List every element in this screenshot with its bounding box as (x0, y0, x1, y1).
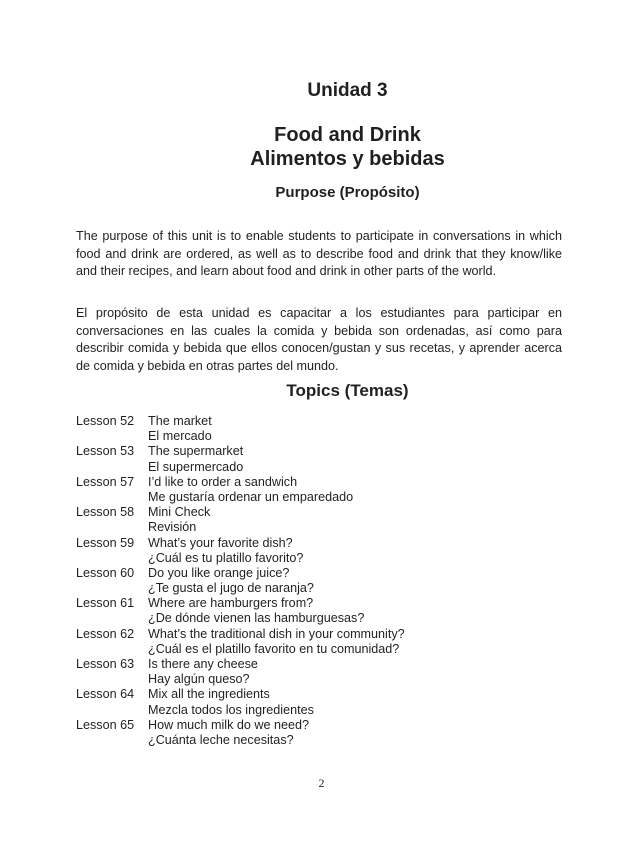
list-item (76, 687, 562, 717)
lesson-title-english: The supermarket (148, 444, 244, 459)
lesson-title-english: What’s the traditional dish in your community? (148, 626, 405, 641)
lesson-title-spanish: Mezcla todos los ingredientes (148, 702, 314, 717)
lesson-number: Lesson 64 (76, 687, 135, 702)
unit-title-english: Food and Drink (274, 124, 421, 146)
lesson-title-english: Do you like orange juice? (148, 565, 290, 580)
lesson-title-spanish: ¿Cuál es tu platillo favorito? (148, 550, 304, 565)
lesson-number: Lesson 61 (76, 596, 135, 611)
lesson-title-english: The market (148, 414, 212, 428)
list-item (76, 505, 562, 535)
lesson-title-spanish: El mercado (148, 429, 212, 444)
topics-heading: Topics (Temas) (286, 381, 409, 400)
list-item (76, 718, 562, 748)
list-item (76, 596, 562, 626)
list-item (76, 566, 562, 596)
list-item (76, 536, 562, 566)
lesson-number: Lesson 53 (76, 444, 135, 459)
list-item (76, 414, 562, 444)
lesson-title-english: Mix all the ingredients (148, 687, 270, 702)
lesson-title-english: Is there any cheese (148, 657, 258, 671)
purpose-paragraph-english: The purpose of this unit is to enable students to participate in conversations in which food and drink are ordered, as well as to describe food and drink that they know/like and their recipes, and learn about food and drink in other parts of the world. (76, 229, 562, 278)
lesson-title-spanish: ¿Te gusta el jugo de naranja? (148, 581, 314, 596)
lesson-title-english: Where are hamburgers from? (148, 596, 314, 611)
lesson-number: Lesson 57 (76, 474, 135, 489)
unit-title-spanish: Alimentos y bebidas (250, 148, 445, 170)
lesson-title-spanish: El supermercado (148, 459, 244, 474)
list-item (76, 657, 562, 687)
page-number: 2 (318, 776, 325, 790)
lesson-number: Lesson 60 (76, 565, 135, 580)
lesson-title-spanish: ¿Cuánta leche necesitas? (148, 732, 294, 747)
purpose-paragraph-spanish: El propósito de esta unidad es capacitar a los estudiantes para participar en conversaciones en las cuales la comida y bebida son ordenadas, así como para describir comida y bebida que ellos conocen/gustan y sus recetas, y aprender acerca de comida y bebida en otras partes del mundo. (76, 306, 562, 373)
lesson-list (76, 414, 562, 748)
lesson-title-english: What’s your favorite dish? (148, 535, 293, 550)
list-item (76, 475, 562, 505)
lesson-title-english: How much milk do we need? (148, 717, 309, 732)
list-item (76, 444, 562, 474)
lesson-title-english: Mini Check (148, 505, 211, 520)
lesson-title-spanish: ¿Cuál es el platillo favorito en tu comunidad? (148, 641, 400, 656)
lesson-number: Lesson 65 (76, 717, 135, 732)
lesson-number: Lesson 59 (76, 535, 135, 550)
unit-heading: Unidad 3 (307, 80, 388, 101)
purpose-heading: Purpose (Propósito) (275, 184, 420, 201)
lesson-title-spanish: Hay algún queso? (148, 672, 250, 687)
lesson-number: Lesson 58 (76, 505, 135, 520)
lesson-title-spanish: Me gustaría ordenar un emparedado (148, 489, 354, 504)
list-item (76, 627, 562, 657)
lesson-number: Lesson 63 (76, 657, 135, 671)
lesson-number: Lesson 52 (76, 414, 135, 428)
lesson-title-english: I’d like to order a sandwich (148, 474, 298, 489)
lesson-number: Lesson 62 (76, 626, 135, 641)
lesson-title-spanish: ¿De dónde vienen las hamburguesas? (148, 611, 365, 626)
lesson-title-spanish: Revisión (148, 520, 197, 535)
